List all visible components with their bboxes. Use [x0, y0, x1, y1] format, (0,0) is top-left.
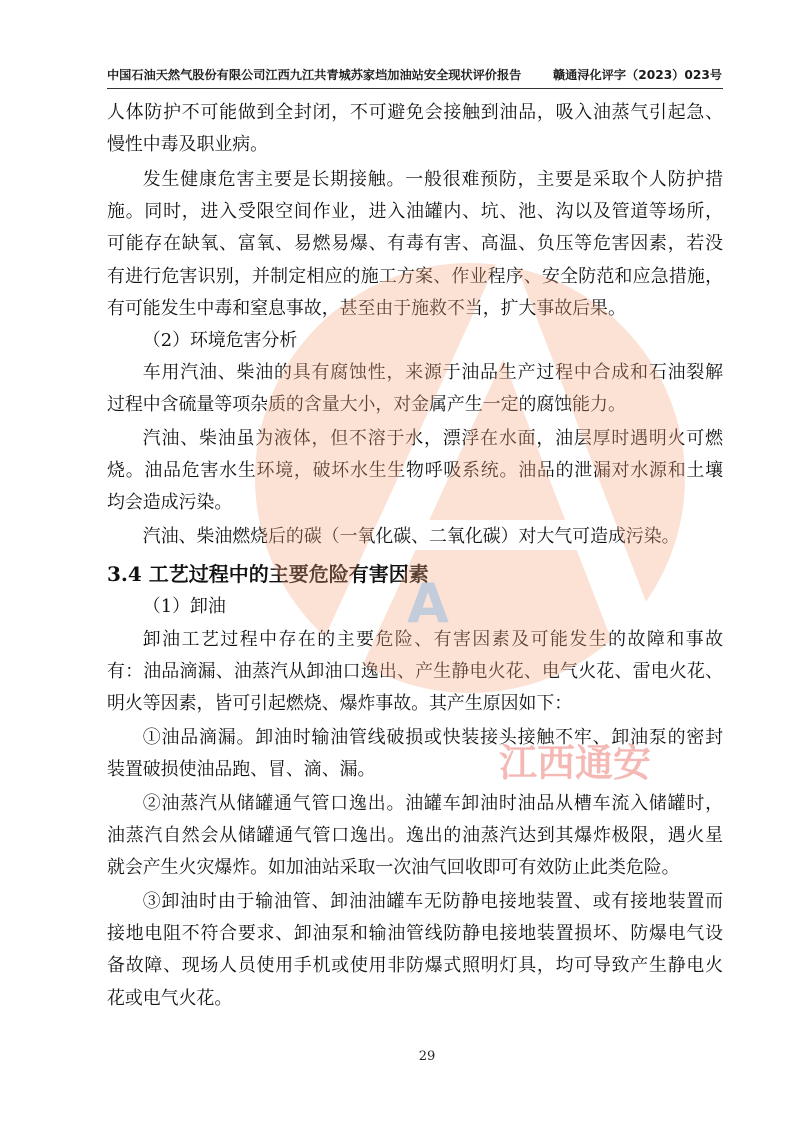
text-line: ③卸油时由于输油管、卸油油罐车无防静电接地装置、或有接地装置而: [142, 891, 723, 912]
header-report-number: 赣通浔化评字（2023）023号: [552, 68, 722, 82]
watermark-logo-letter: A: [407, 572, 449, 635]
paragraph: [107, 886, 723, 1015]
section-heading: 3.4 工艺过程中的主要危险有害因素: [107, 562, 429, 586]
text-line: 人体防护不可能做到全封闭，不可避免会接触到油品，吸入油蒸气引起急、: [107, 102, 723, 123]
paragraph: [107, 423, 723, 520]
text-line: 可能存在缺氧、富氧、易燃易爆、有毒有害、高温、负压等危害因素，若没: [107, 233, 723, 255]
paragraph: [107, 164, 723, 325]
header-divider: [107, 88, 723, 89]
text-line: 施。同时，进入受限空间作业，进入油罐内、坑、池、沟以及管道等场所，: [107, 201, 723, 223]
text-line: 烧。油品危害水生环境，破坏水生生物呼吸系统。油品的泄漏对水源和土壤: [107, 460, 723, 482]
paragraph: [107, 722, 723, 786]
text-line: （1）卸油: [142, 596, 226, 617]
paragraph: [107, 521, 723, 553]
text-line: 发生健康危害主要是长期接触。一般很难预防，主要是采取个人防护措: [142, 169, 723, 190]
text-line: 明火等因素，皆可引起燃烧、爆炸事故。其产生原因如下：: [107, 693, 573, 715]
text-line: ①油品滴漏。卸油时输油管线破损或快装接头接触不牢、卸油泵的密封: [142, 727, 723, 748]
text-line: 车用汽油、柴油的具有腐蚀性，来源于油品生产过程中合成和石油裂解: [142, 362, 723, 383]
paragraph: [107, 624, 723, 721]
page-number: 29: [418, 1049, 436, 1064]
subsection-title: [107, 591, 723, 623]
text-line: 汽油、柴油虽为液体，但不溶于水，漂浮在水面，油层厚时遇明火可燃: [142, 428, 723, 449]
text-line: 有可能发生中毒和窒息事故，甚至由于施救不当，扩大事故后果。: [107, 297, 626, 319]
text-line: 有：油品滴漏、油蒸汽从卸油口逸出、产生静电火花、电气火花、雷电火花、: [107, 661, 723, 683]
text-line: 均会造成污染。: [107, 492, 233, 514]
text-line: （2）环境危害分析: [142, 330, 298, 351]
text-line: 过程中含硫量等项杂质的含量大小，对金属产生一定的腐蚀能力。: [107, 394, 626, 416]
text-line: 慢性中毒及职业病。: [107, 134, 269, 156]
text-line: 卸油工艺过程中存在的主要危险、有害因素及可能发生的故障和事故: [142, 629, 723, 650]
text-line: 备故障、现场人员使用手机或使用非防爆式照明灯具，均可导致产生静电火: [107, 955, 723, 977]
header-report-title: 中国石油天然气股份有限公司江西九江共青城苏家垱加油站安全现状评价报告: [107, 68, 522, 82]
subsection-title: [107, 325, 723, 357]
watermark-company-text: 江西通安: [498, 741, 652, 785]
paragraph: [107, 788, 723, 885]
text-line: 汽油、柴油燃烧后的碳（一氧化碳、二氧化碳）对大气可造成污染。: [142, 526, 680, 547]
text-line: ②油蒸汽从储罐通气管口逸出。油罐车卸油时油品从槽车流入储罐时，: [142, 793, 723, 814]
paragraph: [107, 357, 723, 421]
text-line: 油蒸汽自然会从储罐通气管口逸出。逸出的油蒸汽达到其爆炸极限，遇火星: [107, 825, 723, 847]
text-line: 装置破损使油品跑、冒、滴、漏。: [107, 759, 376, 781]
text-line: 接地电阻不符合要求、卸油泵和输油管线防静电接地装置损坏、防爆电气设: [107, 923, 723, 945]
text-line: 有进行危害识别，并制定相应的施工方案、作业程序、安全防范和应急措施，: [107, 265, 723, 287]
text-line: 就会产生火灾爆炸。如加油站采取一次油气回收即可有效防止此类危险。: [107, 857, 680, 879]
text-line: 花或电气火花。: [107, 987, 233, 1009]
paragraph: [107, 97, 723, 161]
